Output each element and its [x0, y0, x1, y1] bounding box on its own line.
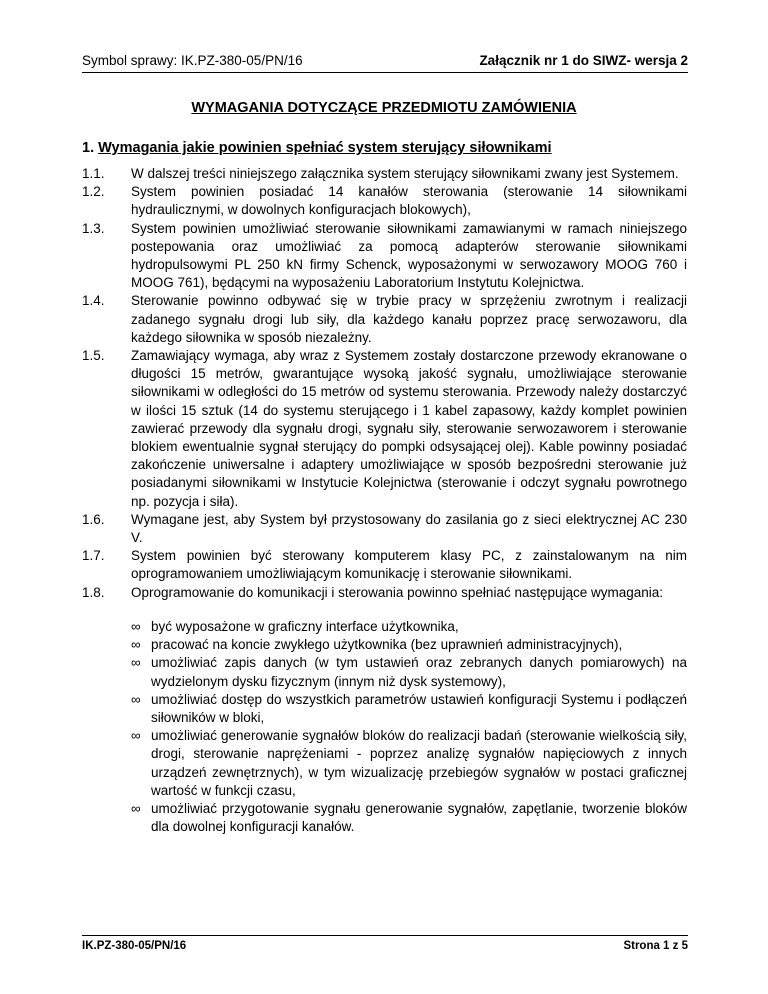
- requirement-item: [82, 547, 687, 583]
- requirement-text: W dalszej treści niniejszego załącznika system sterujący siłownikami zwany jest Systemem.: [131, 166, 679, 181]
- bullet-mark-icon: ∞: [131, 801, 141, 817]
- requirement-text: Sterowanie powinno odbywać się w trybie pracy w sprzężeniu zwrotnym i realizacji zadanego sygnału drogi lub siły, dla każdego kanału poprzez pracę serwozaworu, dla każdego siłownika w sposób niezależny.: [131, 293, 687, 345]
- document-title: WYMAGANIA DOTYCZĄCE PRZEDMIOTU ZAMÓWIENIA: [191, 100, 577, 116]
- bullet-text: umożliwiać generowanie sygnałów bloków do realizacji badań (sterowanie wielkością siły, drogi, sterowanie naprężeniami - poprzez analizę sygnałów napięciowych z innych urządzeń zewnętrznych), w tym wizualizację przebiegów sygnałów w postaci graficznej wartość w funkcji czasu,: [151, 728, 687, 798]
- section-number: 1.: [82, 140, 95, 156]
- requirement-number: 1.2.: [82, 184, 105, 200]
- bullet-text: pracować na koncie zwykłego użytkownika (bez uprawnień administracyjnych),: [151, 637, 623, 653]
- requirement-item: [82, 183, 687, 219]
- section-heading: [82, 140, 552, 156]
- requirements-list: [82, 165, 687, 602]
- bullet-mark-icon: ∞: [131, 637, 141, 653]
- bullet-mark-icon: ∞: [131, 691, 141, 707]
- bullet-mark-icon: ∞: [131, 619, 141, 634]
- bullet-item: [131, 618, 687, 636]
- requirement-number: 1.1.: [82, 166, 105, 181]
- requirement-number: 1.6.: [82, 511, 105, 527]
- attachment-label: Załącznik nr 1 do SIWZ- wersja 2: [479, 53, 688, 68]
- case-symbol: Symbol sprawy: IK.PZ-380-05/PN/16: [82, 53, 303, 68]
- bullet-item: [131, 800, 687, 836]
- requirement-text: Zamawiający wymaga, aby wraz z Systemem zostały dostarczone przewody ekranowane o długości 15 metrów, gwarantujące wysoką jakość sygnału, umożliwiające sterowanie siłownikami w odległości do 15 metrów od systemu sterowania. Przewody należy dostarczyć w ilości 15 sztuk (14 do systemu sterującego i 1 kabel zapasowy, każdy komplet powinien zawierać przewody dla sygnału drogi, sygnału siły, sterowanie serwozaworem i sterowanie blokiem ewentualnie sygnał sterujący do pompki odsysającej olej). Kable powinny posiadać zakończenie uniwersalne i adaptery umożliwiające w sposób bezpośredni sterowanie już posiadanymi siłownikami w Instytucie Kolejnictwa (sterowanie i odczyt sygnału powrotnego np. pozycja i siła).: [131, 348, 687, 509]
- page-header: [82, 50, 688, 73]
- requirement-text: System powinien umożliwiać sterowanie siłownikami zamawianymi w ramach niniejszego postepowania oraz umożliwiać za pomocą adapterów sterowanie siłownikami hydropulsowymi PL 250 kN firmy Schenck, wyposażonymi w serwozawory MOOG 760 i MOOG 761), będącymi na wyposażeniu Laboratorium Instytutu Kolejnictwa.: [131, 220, 687, 291]
- page-footer: [82, 935, 688, 956]
- requirement-item: [82, 165, 687, 183]
- bullet-item: [131, 636, 687, 654]
- bullet-text: umożliwiać dostęp do wszystkich parametrów ustawień konfiguracji Systemu i podłączeń siłowników w bloki,: [151, 691, 687, 726]
- requirement-text: Wymagane jest, aby System był przystosowany do zasilania go z sieci elektrycznej AC 230 V.: [131, 511, 687, 546]
- footer-case-symbol: IK.PZ-380-05/PN/16: [82, 940, 187, 952]
- bullet-text: być wyposażone w graficzny interface użytkownika,: [151, 619, 459, 634]
- requirement-number: 1.5.: [82, 348, 105, 364]
- requirement-number: 1.3.: [82, 220, 105, 236]
- bullet-mark-icon: ∞: [131, 655, 141, 671]
- requirement-text: System powinien być sterowany komputerem klasy PC, z zainstalowanym na nim oprogramowaniem umożliwiającym komunikację i sterowanie siłownikami.: [131, 548, 687, 582]
- requirement-item: [82, 220, 687, 293]
- requirement-item: [82, 511, 687, 547]
- bullet-mark-icon: ∞: [131, 728, 141, 744]
- software-requirements-list: [131, 618, 687, 836]
- requirement-text: System powinien posiadać 14 kanałów sterowania (sterowanie 14 siłownikami hydraulicznymi, w dowolnych konfiguracjach blokowych),: [131, 184, 687, 218]
- requirement-item: [82, 584, 687, 602]
- bullet-item: [131, 691, 687, 727]
- requirement-item: [82, 347, 687, 511]
- requirement-number: 1.4.: [82, 293, 105, 309]
- section-title: Wymagania jakie powinien spełniać system sterujący siłownikami: [98, 140, 552, 156]
- bullet-text: umożliwiać przygotowanie sygnału generowanie sygnałów, zapętlanie, tworzenie bloków dla dowolnej konfiguracji kanałów.: [151, 801, 687, 835]
- bullet-item: [131, 727, 687, 800]
- requirement-text: Oprogramowanie do komunikacji i sterowania powinno spełniać następujące wymagania:: [131, 584, 664, 600]
- requirement-number: 1.8.: [82, 584, 105, 600]
- bullet-item: [131, 654, 687, 690]
- bullet-text: umożliwiać zapis danych (w tym ustawień oraz zebranych danych pomiarowych) na wydzielonym dysku fizycznym (innym niż dysk systemowy),: [151, 655, 687, 689]
- page-number: Strona 1 z 5: [623, 940, 688, 952]
- requirement-item: [82, 292, 687, 347]
- requirement-number: 1.7.: [82, 548, 105, 564]
